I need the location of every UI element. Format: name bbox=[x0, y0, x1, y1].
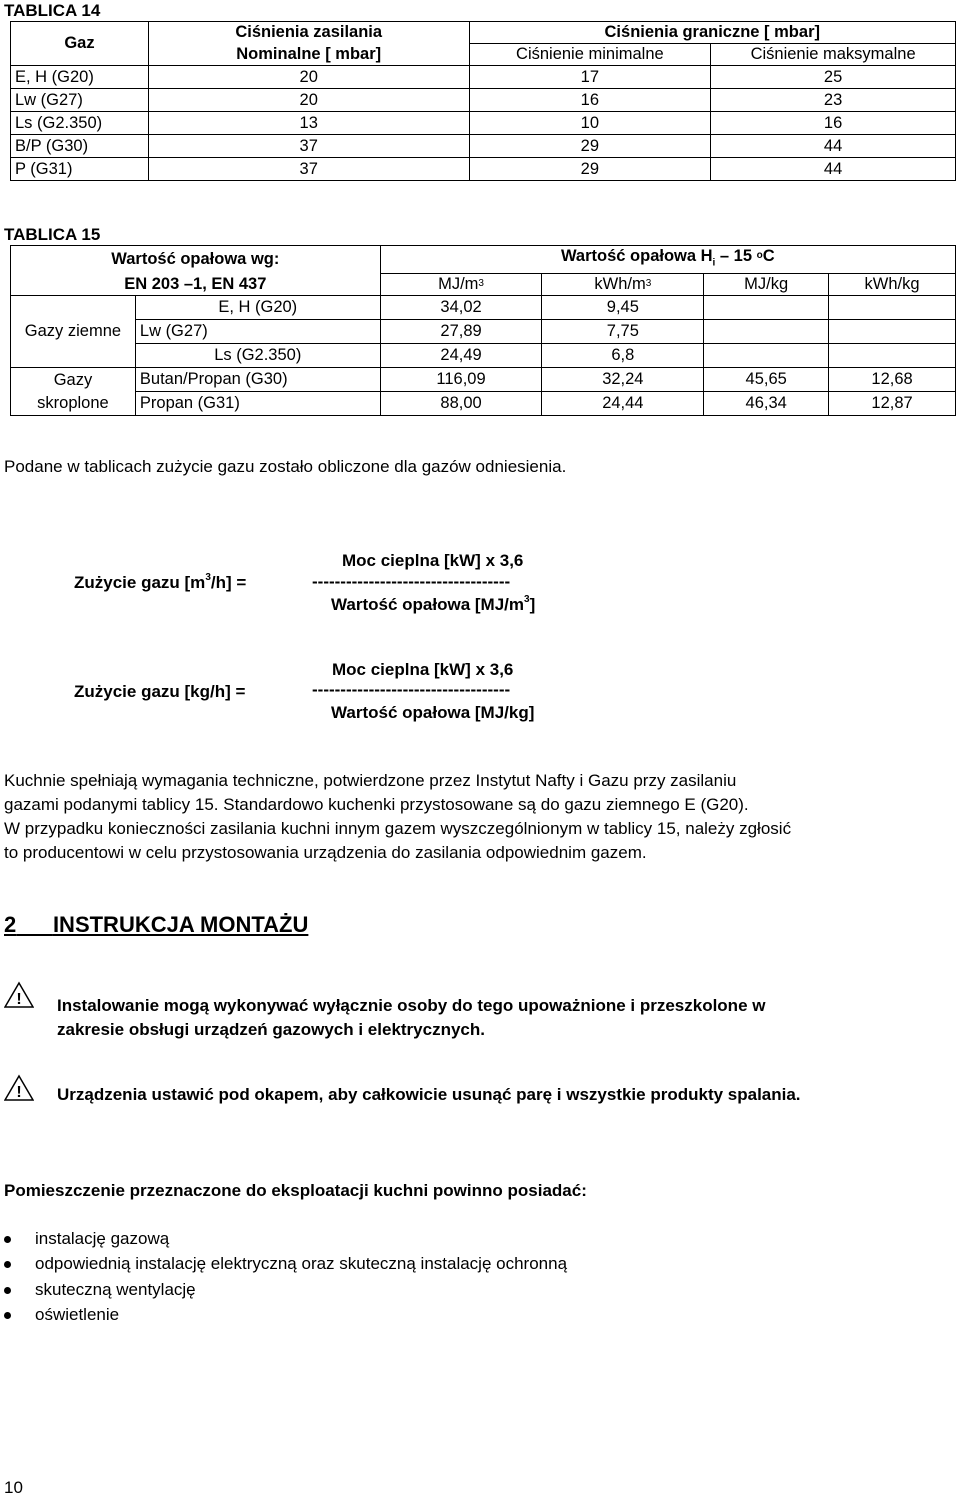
list-item: instalację gazową bbox=[35, 1229, 170, 1248]
nominal-pressure: 37 bbox=[148, 158, 469, 181]
unit-mj-kg: MJ/kg bbox=[704, 274, 829, 296]
list-item: skuteczną wentylację bbox=[35, 1280, 196, 1299]
value-kwh-kg bbox=[829, 344, 956, 368]
bullet-icon bbox=[4, 1312, 11, 1319]
warning-qualified-installer bbox=[57, 994, 765, 1042]
formula1-label: Zużycie gazu $[m^3/h]$ = bbox=[74, 572, 247, 592]
formula2-numerator: Moc cieplna [kW] x 3,6 bbox=[332, 660, 514, 679]
gas-name: Ls (G2.350) bbox=[11, 112, 149, 135]
value-kwh-m3: 24,44 bbox=[542, 392, 704, 416]
list-item: oświetlenie bbox=[35, 1305, 120, 1324]
group-lpg: Gazy bbox=[11, 368, 136, 392]
warning-icon bbox=[4, 981, 34, 1009]
table-row bbox=[11, 158, 956, 181]
svg-text:!: ! bbox=[16, 991, 22, 1008]
certification-paragraph bbox=[4, 769, 954, 865]
gas-name: Butan/Propan (G30) bbox=[135, 368, 380, 392]
gas-name: E, H (G20) bbox=[11, 66, 149, 89]
paragraph-line: gazami podanymi tablicy 15. Standardowo kuchenki przystosowane są do gazu ziemnego E (G20). bbox=[4, 795, 749, 814]
gas-name: Propan (G31) bbox=[135, 392, 380, 416]
table-row bbox=[11, 344, 956, 368]
table15-header-standard: EN 203 –1, EN 437 bbox=[11, 274, 381, 296]
section-title: INSTRUKCJA MONTAŻU bbox=[52, 912, 309, 937]
group-natural-gas: Gazy ziemne bbox=[11, 296, 136, 368]
table14-header-min: Ciśnienie minimalne bbox=[469, 44, 711, 66]
table-row bbox=[11, 89, 956, 112]
page-number: 10 bbox=[4, 1478, 23, 1497]
bullet-icon bbox=[4, 1236, 11, 1243]
section-heading bbox=[4, 912, 308, 938]
table15-title: TABLICA 15 bbox=[4, 225, 101, 244]
value-kwh-m3: 9,45 bbox=[542, 296, 704, 320]
table14-header-nominal: Nominalne [ mbar] bbox=[148, 44, 469, 66]
max-pressure: 16 bbox=[711, 112, 956, 135]
paragraph-line: W przypadku konieczności zasilania kuchni innym gazem wyszczególnionym w tablicy 15, należy zgłosić bbox=[4, 819, 792, 838]
warning-hood-placement: Urządzenia ustawić pod okapem, aby całkowicie usunąć parę i wszystkie produkty spalania. bbox=[57, 1085, 801, 1104]
value-kwh-m3: 32,24 bbox=[542, 368, 704, 392]
warning-icon bbox=[4, 1074, 34, 1102]
formula2-label: Zużycie gazu [kg/h] = bbox=[74, 682, 246, 701]
table14-header-gaz: Gaz bbox=[11, 22, 149, 66]
formula2-denominator: Wartość opałowa [MJ/kg] bbox=[331, 703, 535, 722]
table-14 bbox=[10, 21, 956, 181]
gas-name: B/P (G30) bbox=[11, 135, 149, 158]
min-pressure: 29 bbox=[469, 158, 711, 181]
nominal-pressure: 20 bbox=[148, 89, 469, 112]
nominal-pressure: 13 bbox=[148, 112, 469, 135]
unit-mj-m3: $MJ/m^3$ bbox=[380, 274, 542, 296]
formula1-denominator: Wartość opałowa $[MJ/m^3]$ bbox=[331, 594, 536, 614]
table-row bbox=[11, 135, 956, 158]
bullet-icon bbox=[4, 1261, 11, 1268]
max-pressure: 44 bbox=[711, 135, 956, 158]
room-requirements-heading: Pomieszczenie przeznaczone do eksploatacji kuchni powinno posiadać: bbox=[4, 1181, 587, 1200]
warning-line: Instalowanie mogą wykonywać wyłącznie osoby do tego upoważnione i przeszkolone w bbox=[57, 996, 766, 1015]
min-pressure: 10 bbox=[469, 112, 711, 135]
formula2-fraction-line: ----------------------------------- bbox=[312, 680, 511, 699]
max-pressure: 25 bbox=[711, 66, 956, 89]
value-kwh-kg bbox=[829, 296, 956, 320]
value-mj-m3: 88,00 bbox=[380, 392, 542, 416]
warning-line: zakresie obsługi urządzeń gazowych i elektrycznych. bbox=[57, 1020, 485, 1039]
section-number: 2 bbox=[4, 912, 17, 937]
table-row bbox=[11, 392, 956, 416]
paragraph-line: Kuchnie spełniają wymagania techniczne, potwierdzone przez Instytut Nafty i Gazu przy zasilaniu bbox=[4, 771, 737, 790]
table15-header-basis: Wartość opałowa wg: bbox=[11, 246, 381, 274]
table-row bbox=[11, 320, 956, 344]
unit-kwh-kg: kWh/kg bbox=[829, 274, 956, 296]
value-mj-m3: 24,49 bbox=[380, 344, 542, 368]
min-pressure: 17 bbox=[469, 66, 711, 89]
paragraph-line: to producentowi w celu przystosowania urządzenia do zasilania odpowiednim gazem. bbox=[4, 843, 647, 862]
gas-name: P (G31) bbox=[11, 158, 149, 181]
svg-text:!: ! bbox=[16, 1084, 22, 1101]
nominal-pressure: 20 bbox=[148, 66, 469, 89]
value-mj-m3: 116,09 bbox=[380, 368, 542, 392]
value-kwh-kg: 12,68 bbox=[829, 368, 956, 392]
value-mj-kg bbox=[704, 296, 829, 320]
table14-header-supply: Ciśnienia zasilania bbox=[148, 22, 469, 44]
max-pressure: 23 bbox=[711, 89, 956, 112]
list-item: odpowiednią instalację elektryczną oraz skuteczną instalację ochronną bbox=[35, 1254, 568, 1273]
min-pressure: 29 bbox=[469, 135, 711, 158]
value-mj-m3: 34,02 bbox=[380, 296, 542, 320]
value-mj-kg: 46,34 bbox=[704, 392, 829, 416]
formula1-fraction-line: ----------------------------------- bbox=[312, 572, 511, 591]
table14-header-max: Ciśnienie maksymalne bbox=[711, 44, 956, 66]
reference-gas-note: Podane w tablicach zużycie gazu zostało obliczone dla gazów odniesienia. bbox=[4, 457, 567, 476]
value-mj-kg bbox=[704, 344, 829, 368]
min-pressure: 16 bbox=[469, 89, 711, 112]
value-kwh-m3: 7,75 bbox=[542, 320, 704, 344]
table14-header-limit: Ciśnienia graniczne [ mbar] bbox=[469, 22, 956, 44]
nominal-pressure: 37 bbox=[148, 135, 469, 158]
unit-kwh-m3: kWh/$m^3$ bbox=[542, 274, 704, 296]
value-mj-m3: 27,89 bbox=[380, 320, 542, 344]
table15-header-value: Wartość opałowa $H_i - 15$ $^o$C bbox=[380, 246, 955, 274]
table-row bbox=[11, 112, 956, 135]
gas-name: E, H (G20) bbox=[135, 296, 380, 320]
max-pressure: 44 bbox=[711, 158, 956, 181]
table-15 bbox=[10, 245, 956, 416]
gas-name: Lw (G27) bbox=[11, 89, 149, 112]
formula1-numerator: Moc cieplna [kW] x 3,6 bbox=[342, 551, 524, 570]
value-kwh-kg bbox=[829, 320, 956, 344]
value-mj-kg: 45,65 bbox=[704, 368, 829, 392]
table-row bbox=[11, 368, 956, 392]
table-row bbox=[11, 66, 956, 89]
table-row bbox=[11, 296, 956, 320]
gas-name: Ls (G2.350) bbox=[135, 344, 380, 368]
value-kwh-m3: 6,8 bbox=[542, 344, 704, 368]
value-kwh-kg: 12,87 bbox=[829, 392, 956, 416]
group-lpg-line2: skroplone bbox=[11, 392, 136, 416]
table14-title: TABLICA 14 bbox=[4, 1, 101, 20]
bullet-icon bbox=[4, 1287, 11, 1294]
gas-name: Lw (G27) bbox=[135, 320, 380, 344]
value-mj-kg bbox=[704, 320, 829, 344]
